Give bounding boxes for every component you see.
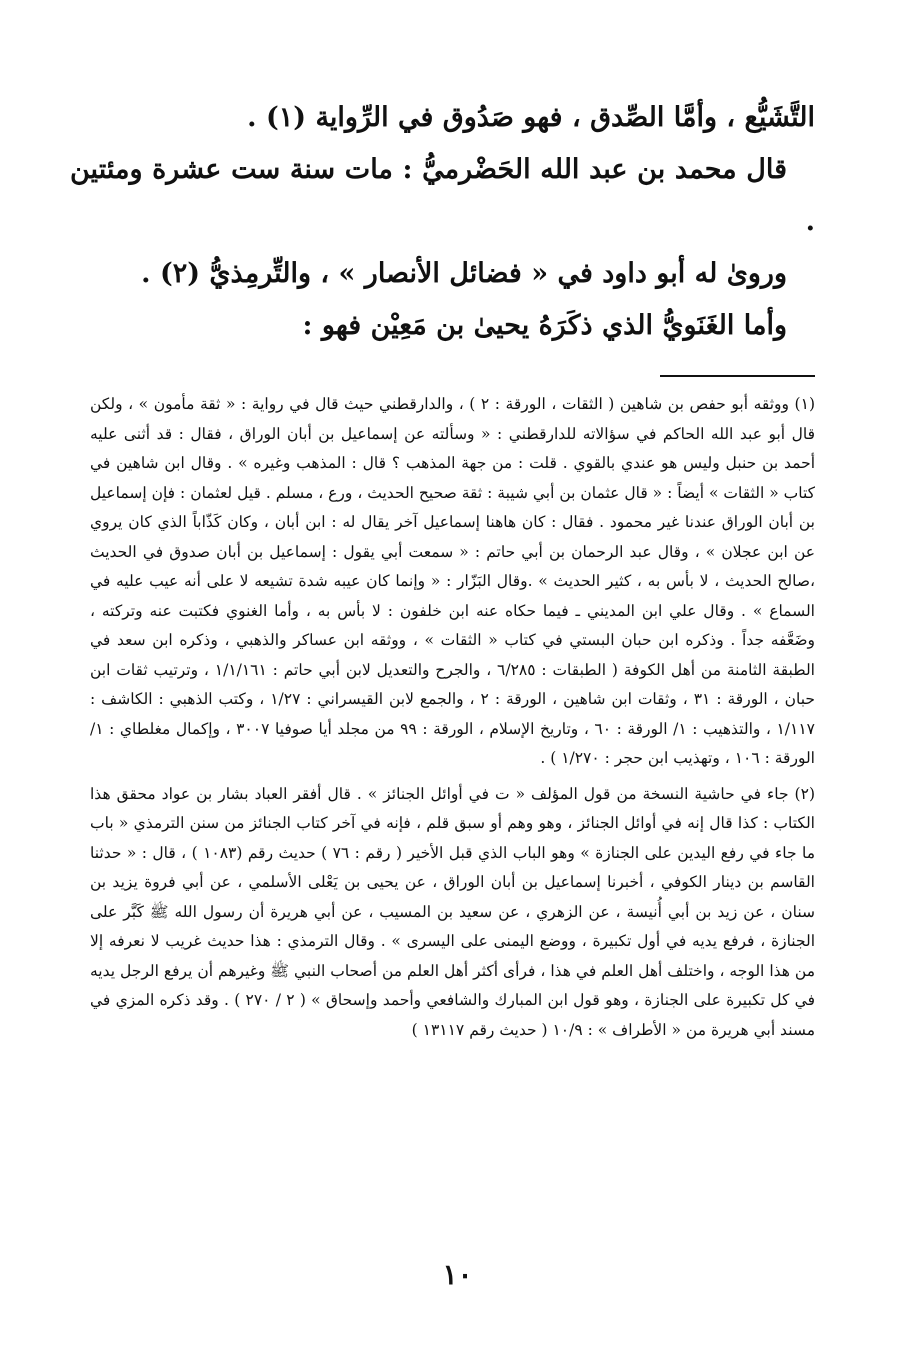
page-number: ١٠ <box>442 1258 473 1291</box>
footnotes <box>90 390 815 1045</box>
main-paragraph: وروىٰ له أبو داود في « فضائل الأنصار » ، والتِّرمِذيُّ (٢) . <box>141 258 787 289</box>
main-text <box>70 92 815 352</box>
footnote-divider <box>660 375 815 377</box>
main-paragraph: وأما الغَنَويُّ الذي ذكَرَهُ يحيىٰ بن مَعِيْن فهو : <box>302 310 787 341</box>
main-paragraph: قال محمد بن عبد الله الحَضْرميُّ : مات سنة ست عشرة ومئتين . <box>70 154 815 237</box>
main-paragraph: التَّشَيُّع ، وأمَّا الصِّدق ، فهو صَدُوق في الرِّواية (١) . <box>247 102 815 133</box>
footnote-1: (١) ووثقه أبو حفص بن شاهين ( الثقات ، الورقة : ٢ ) ، والدارقطني حيث قال في رواية : « ثقة مأمون » ، ولكن قال أبو عبد الله الحاكم في سؤالاته للدارقطني : « وسألته عن إسماعيل بن أبان الوراق ، فقال : قد أثنى عليه أحمد بن حنبل وليس هو عندي بالقوي . قلت : من جهة المذهب ؟ قال : المذهب وغيره » . وقال ابن شاهين في كتاب « الثقات » أيضاً : « قال عثمان بن أبي شيبة : ثقة صحيح الحديث ، ورع ، مسلم . قيل لعثمان : فإن إسماعيل بن أبان الوراق عندنا غير محمود . فقال : كان هاهنا إسماعيل آخر يقال له : ابن أبان ، وكان كَذّاباً الذي كان يروي عن ابن عجلان » ، وقال عبد الرحمان بن أبي حاتم : « سمعت أبي يقول : إسماعيل بن أبان صدوق في الحديث ،صالح الحديث ، لا بأس به ، كثير الحديث » .وقال البَزّار : « وإنما كان عيبه شدة تشيعه لا على أنه عيب عليه في السماع » . وقال علي ابن المديني ـ فيما حكاه عنه ابن خلفون : لا بأس به ، وأما الغنوي فكتبت عنه وتركته ، وضَعَّفه جداً . وذكره ابن حبان البستي في كتاب « الثقات » ، ووثقه ابن عساكر والذهبي ، وذكره ابن سعد في الطبقة الثامنة من أهل الكوفة ( الطبقات : ٦/٢٨٥ ، والجرح والتعديل لابن أبي حاتم : ١/١/١٦١ ، وترتيب ثقات ابن حبان ، الورقة : ٣١ ، وثقات ابن شاهين ، الورقة : ٢ ، والجمع لابن القيسراني : ١/٢٧ ، وكتب الذهبي : الكاشف : ١/١١٧ ، والتذهيب : ١/ الورقة : ٦٠ ، وتاريخ الإسلام ، الورقة : ٩٩ من مجلد أيا صوفيا ٣٠٠٧ ، وإكمال مغلطاي : ١/الورقة : ١٠٦ ، وتهذيب ابن حجر : ١/٢٧٠ ) . <box>90 395 816 767</box>
footnote-2: (٢) جاء في حاشية النسخة من قول المؤلف « ت في أوائل الجنائز » . قال أفقر العباد بشار بن عواد محقق هذا الكتاب : كذا قال إنه في أوائل الجنائز ، وهو وهم أو سبق قلم ، فإنه في آخر كتاب الجنائز من سنن الترمذي « باب ما جاء في رفع اليدين على الجنازة » وهو الباب الذي قبل الأخير ( رقم : ٧٦ ) حديث رقم (١٠٨٣ ) ، قال : « حدثنا القاسم بن دينار الكوفي ، أخبرنا إسماعيل بن أبان الوراق ، عن يحيى بن يَعْلى الأسلمي ، عن أبي فروة يزيد بن سنان ، عن زيد بن أبي أُنيسة ، عن الزهري ، عن سعيد بن المسيب ، عن أبي هريرة أن رسول الله ﷺ كَبَّر على الجنازة ، فرفع يديه في أول تكبيرة ، ووضع اليمنى على اليسرى » . وقال الترمذي : هذا حديث غريب لا نعرفه إلا من هذا الوجه ، واختلف أهل العلم في هذا ، فرأى أكثر أهل العلم من أصحاب النبي ﷺ وغيرهم أن يرفع الرجل يديه في كل تكبيرة على الجنازة ، وهو قول ابن المبارك والشافعي وأحمد وإسحاق » ( ٢ / ٢٧٠ ) . وقد ذكره المزي في مسند أبي هريرة من « الأطراف » : ١٠/٩ ( حديث رقم ١٣١١٧ ) <box>90 784 816 1039</box>
